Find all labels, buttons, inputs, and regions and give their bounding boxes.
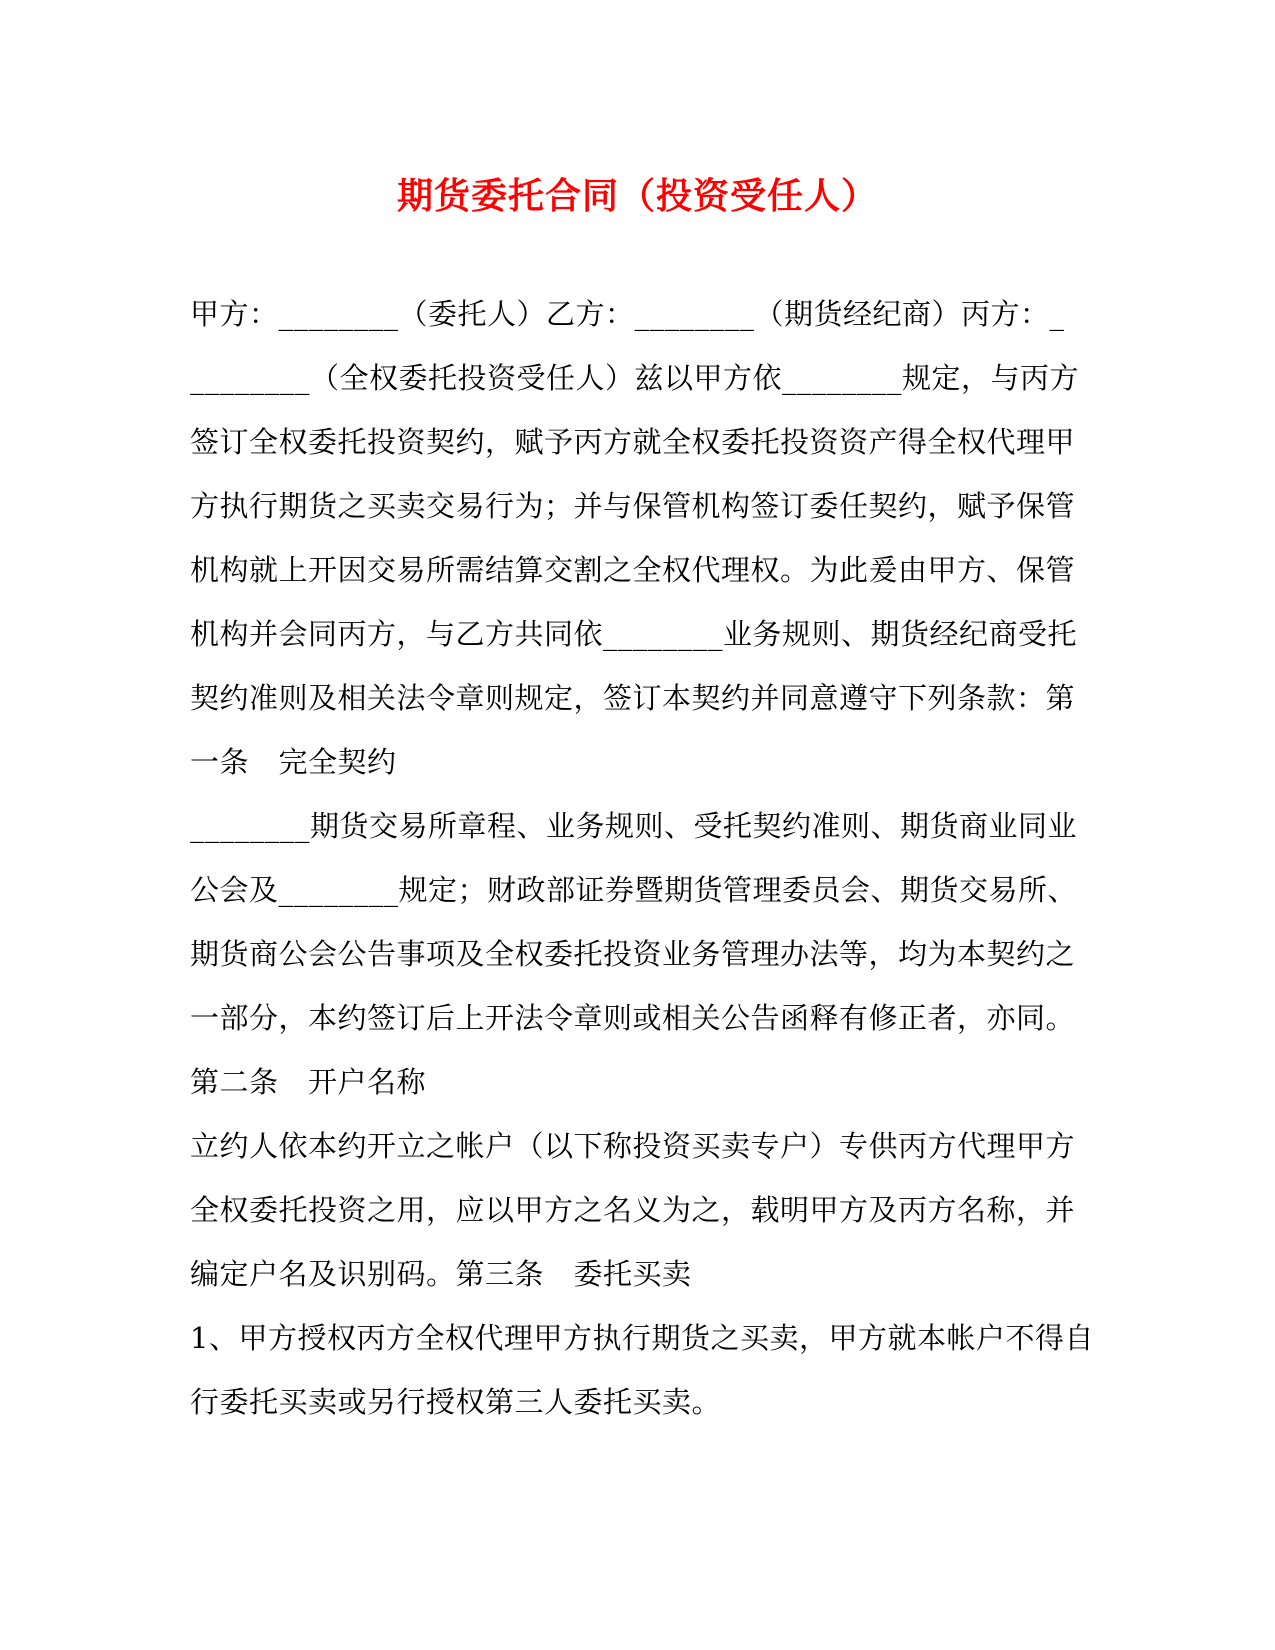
body-line: 一条 完全契约 — [190, 745, 397, 779]
body-line: 全权委托投资之用，应以甲方之名义为之，载明甲方及丙方名称，并 — [190, 1193, 1076, 1227]
body-line: 机构就上开因交易所需结算交割之全权代理权。为此爰由甲方、保管 — [190, 553, 1076, 587]
document-body — [190, 282, 1094, 1434]
body-line: 机构并会同丙方，与乙方共同依________业务规则、期货经纪商受托 — [190, 617, 1078, 651]
body-line: 签订全权委托投资契约，赋予丙方就全权委托投资资产得全权代理甲 — [190, 425, 1076, 459]
body-line: 期货商公会公告事项及全权委托投资业务管理办法等，均为本契约之 — [190, 937, 1076, 971]
body-line: 方执行期货之买卖交易行为；并与保管机构签订委任契约，赋予保管 — [190, 489, 1076, 523]
body-line: 契约准则及相关法令章则规定，签订本契约并同意遵守下列条款：第 — [190, 681, 1076, 715]
body-line: 一部分，本约签订后上开法令章则或相关公告函释有修正者，亦同。 — [190, 1001, 1076, 1035]
body-line: 第二条 开户名称 — [190, 1065, 427, 1099]
body-line: 1、甲方授权丙方全权代理甲方执行期货之买卖，甲方就本帐户不得自 — [190, 1321, 1094, 1355]
body-line: 甲方：________（委托人）乙方：________（期货经纪商）丙方：_ — [190, 297, 1065, 331]
body-line: ________（全权委托投资受任人）兹以甲方依________规定，与丙方 — [190, 361, 1080, 395]
body-line: 立约人依本约开立之帐户（以下称投资买卖专户）专供丙方代理甲方 — [190, 1129, 1076, 1163]
body-line: 编定户名及识别码。第三条 委托买卖 — [190, 1257, 692, 1291]
body-line: 公会及________规定；财政部证券暨期货管理委员会、期货交易所、 — [190, 873, 1078, 907]
body-line: 行委托买卖或另行授权第三人委托买卖。 — [190, 1385, 722, 1419]
document-title: 期货委托合同（投资受任人） — [396, 175, 878, 217]
body-line: ________期货交易所章程、业务规则、受托契约准则、期货商业同业 — [190, 809, 1078, 843]
